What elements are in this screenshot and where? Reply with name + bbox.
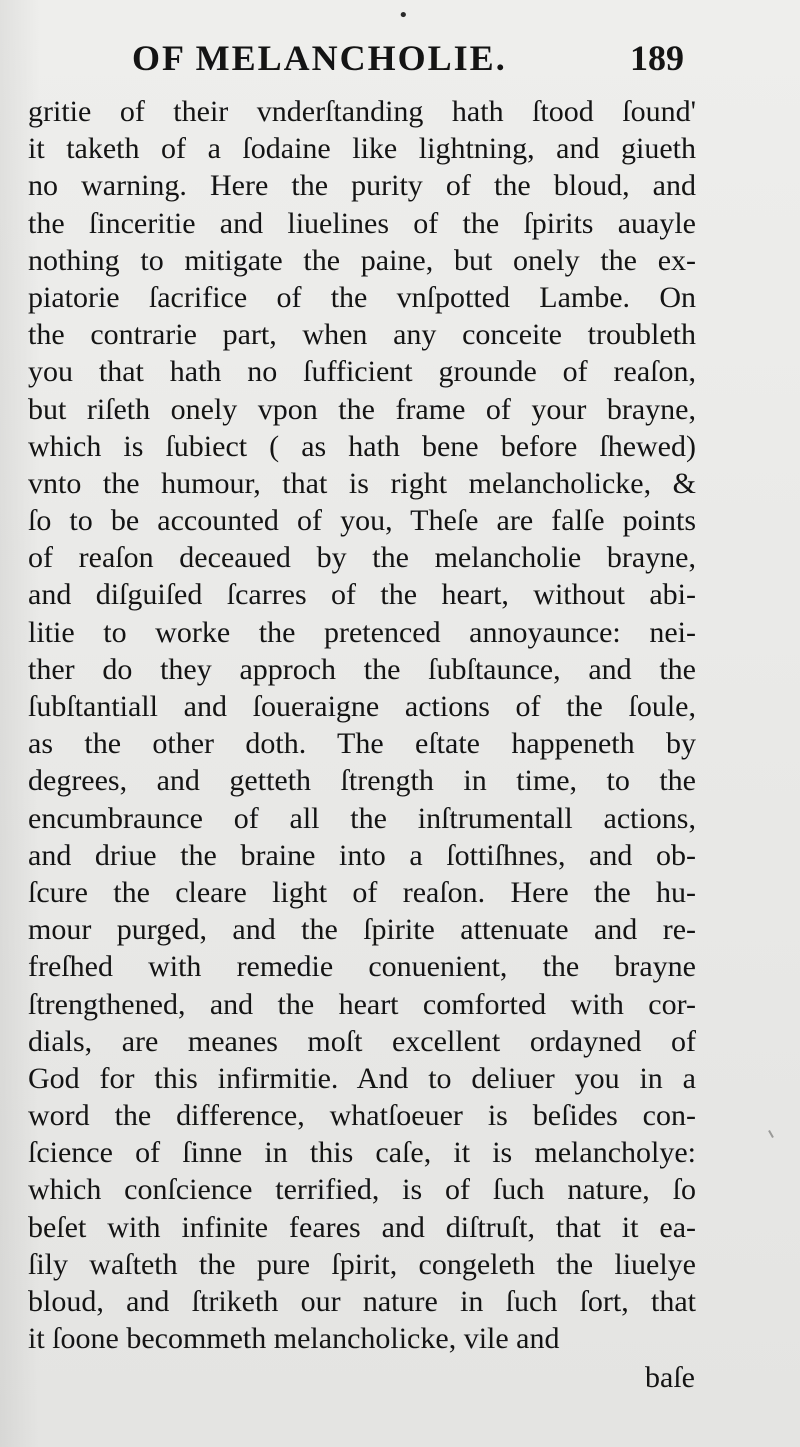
text-line: litie to worke the pretenced annoyaunce: nei-: [28, 615, 696, 649]
text-line: mour purged, and the ſpirite attenuate and re-: [28, 913, 696, 947]
text-line: the ſinceritie and liuelines of the ſpirits auayle: [28, 206, 696, 240]
text-line: and diſguiſed ſcarres of the heart, without abi-: [28, 578, 696, 612]
text-line: you that hath no ſufficient grounde of reaſon,: [28, 355, 696, 389]
text-line: dials, are meanes moſt excellent ordayned of: [28, 1024, 696, 1058]
text-line: of reaſon deceaued by the melancholie brayne,: [28, 541, 696, 575]
text-line: ſubſtantiall and ſoueraigne actions of the ſoule,: [28, 690, 696, 723]
page-header: [0, 30, 800, 88]
text-line: ſcure the cleare light of reaſon. Here the hu-: [28, 875, 696, 909]
text-line: bloud, and ſtriketh our nature in ſuch ſort, that: [28, 1285, 696, 1318]
text-line: ſtrengthened, and the heart comforted with cor-: [28, 987, 696, 1021]
text-line: nothing to mitigate the paine, but onely the ex-: [28, 243, 696, 277]
text-line: beſet with infinite feares and diſtruſt, that it ea-: [28, 1210, 696, 1244]
text-line: ther do they approch the ſubſtaunce, and the: [28, 652, 696, 686]
text-line: word the difference, whatſoeuer is beſides con-: [28, 1099, 696, 1133]
running-title: OF MELANCHOLIE.: [132, 38, 507, 78]
paper-speck: [768, 1130, 774, 1138]
page-number: 189: [630, 38, 684, 78]
text-line: the contrarie part, when any conceite troubleth: [28, 318, 696, 352]
text-line: no warning. Here the purity of the bloud, and: [28, 169, 696, 203]
text-line: encumbraunce of all the inſtrumentall actions,: [28, 801, 696, 835]
text-line: ſily waſteth the pure ſpirit, congeleth the liuelye: [28, 1247, 696, 1281]
body-text: [28, 93, 696, 1357]
text-line: it taketh of a ſodaine like lightning, and giueth: [28, 132, 696, 166]
text-line: it ſoone becommeth melancholicke, vile and: [28, 1322, 560, 1356]
text-line: but riſeth onely vpon the frame of your brayne,: [28, 392, 696, 426]
text-line: ſcience of ſinne in this caſe, it is melancholye:: [28, 1136, 696, 1170]
text-line: freſhed with remedie conuenient, the brayne: [28, 950, 696, 984]
text-line: degrees, and getteth ſtrength in time, to the: [28, 764, 696, 798]
catchword: baſe: [645, 1361, 695, 1394]
text-line: as the other doth. The eſtate happeneth by: [28, 727, 696, 761]
text-line: and driue the braine into a ſottiſhnes, and ob-: [28, 838, 696, 872]
text-line: which is ſubiect ( as hath bene before ſhewed): [28, 429, 696, 463]
text-line: God for this infirmitie. And to deliuer you in a: [28, 1061, 696, 1095]
text-line: gritie of their vnderſtanding hath ſtood ſound': [28, 95, 696, 128]
text-line: ſo to be accounted of you, Theſe are falſe points: [28, 504, 696, 538]
text-line: which conſcience terrified, is of ſuch nature, ſo: [28, 1173, 696, 1207]
text-line: vnto the humour, that is right melancholicke, &: [28, 466, 696, 500]
text-line: piatorie ſacrifice of the vnſpotted Lambe. On: [28, 280, 696, 314]
ornament-mark: •: [398, 5, 409, 26]
